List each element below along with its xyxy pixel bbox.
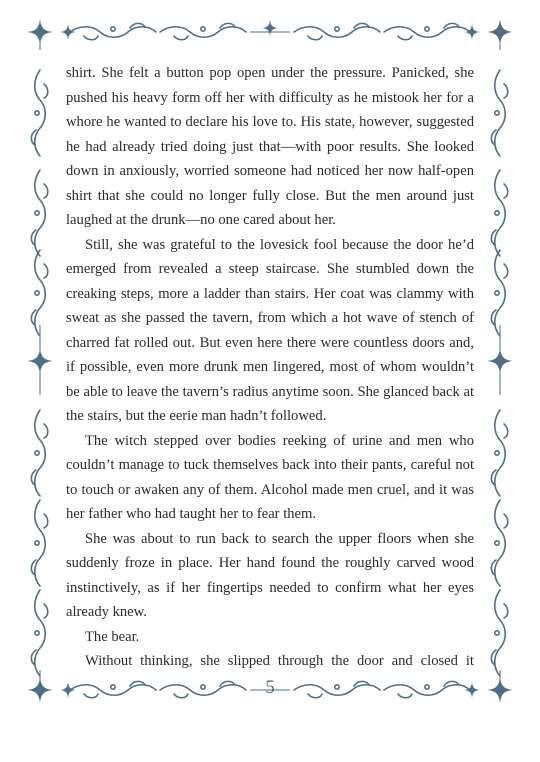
paragraph: Without thinking, she slipped through the door and closed it [85, 653, 474, 669]
paragraph: shirt. She felt a button pop open under the pressure. Panicked, she pushed his heavy form off her with difficulty as he mistook her for a whore he wanted to declare his love to. His state, however, suggested he had already tried doing just that—with poor results. She looked down in anxiously, worried someone had noticed her now half-open shirt that she could no longer fully close. But the men around just laughed at the drunk—no one cared about her. [66, 65, 474, 228]
paragraph: The bear. [85, 628, 140, 645]
paragraph: She was about to run back to search the upper floors when she suddenly froze in place. Her hand found the roughly carved wood instinctively, as if her fingertips needed to confirm what her eyes already knew. [66, 530, 474, 620]
body-text [66, 61, 474, 674]
paragraph: Still, she was grateful to the lovesick fool because the door he’d emerged from revealed a steep staircase. She stumbled down the creaking steps, more a ladder than stairs. Her coat was clammy with sweat as she passed the tavern, from which a hot wave of stench of charred fat rolled out. But even here there were countless doors and, if possible, even more drunk men lingered, most of whom wouldn’t be able to leave the tavern’s radius anytime soon. She glanced back at the stairs, but the eerie man hadn’t followed. [66, 236, 474, 424]
paragraph: The witch stepped over bodies reeking of urine and men who couldn’t manage to tuck themselves back into their pants, careful not to touch or awaken any of them. Alcohol made men cruel, and it was her father who had taught her to fear them. [66, 432, 474, 522]
page-number: 5 [265, 677, 275, 698]
